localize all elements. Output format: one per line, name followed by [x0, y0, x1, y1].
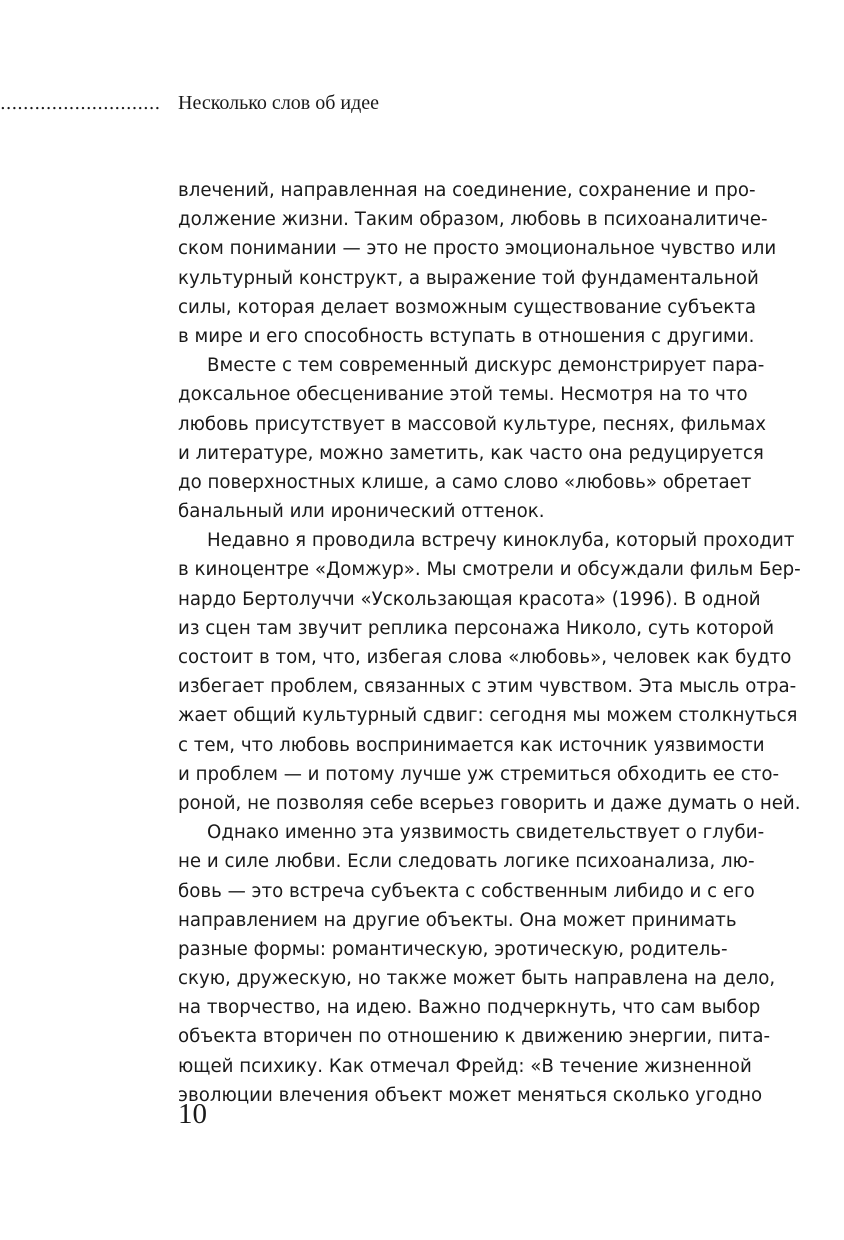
text-line: из сцен там звучит реплика персонажа Николо, суть которой	[178, 617, 775, 639]
paragraph	[178, 351, 767, 526]
paragraph	[178, 526, 801, 818]
text-line: разные формы: романтическую, эротическую, родитель-	[178, 938, 728, 960]
text-line: банальный или иронический оттенок.	[178, 501, 545, 523]
text-line: жает общий культурный сдвиг: сегодня мы можем столкнуться	[178, 705, 798, 727]
text-line: состоит в том, что, избегая слова «любовь», человек как будто	[178, 647, 792, 668]
chapter-title: Несколько слов об идее	[178, 92, 380, 114]
text-line: с тем, что любовь воспринимается как источник уязвимости	[178, 734, 765, 756]
text-line: силы, которая делает возможным существование субъекта	[178, 296, 757, 318]
text-line: ском понимании — это не просто эмоциональное чувство или	[178, 238, 777, 260]
text-line: и литературе, можно заметить, как часто она редуцируется	[178, 442, 764, 464]
text-line: Однако именно эта уязвимость свидетельствует о глуби-	[207, 822, 765, 844]
body-text	[178, 176, 801, 1110]
paragraph	[178, 818, 776, 1110]
page-number: 10	[178, 1098, 207, 1130]
dotted-leader: ............................	[0, 93, 161, 114]
text-line: Недавно я проводила встречу киноклуба, который проходит	[207, 530, 795, 552]
text-line: в киноцентре «Домжур». Мы смотрели и обсуждали фильм Бер-	[178, 559, 801, 581]
text-line: культурный конструкт, а выражение той фундаментальной	[178, 267, 759, 289]
text-line: объекта вторичен по отношению к движению энергии, пита-	[178, 1026, 771, 1048]
text-line: на творчество, на идею. Важно подчеркнуть, что сам выбор	[178, 997, 761, 1019]
text-line: и проблем — и потому лучше уж стремиться обходить ее сто-	[178, 763, 780, 785]
text-line: роной, не позволяя себе всерьез говорить и даже думать о ней.	[178, 792, 801, 814]
text-line: до поверхностных клише, а само слово «любовь» обретает	[178, 471, 752, 493]
text-line: должение жизни. Таким образом, любовь в психоаналитиче-	[178, 209, 768, 231]
paragraph	[178, 176, 777, 351]
text-line: нардо Бертолуччи «Ускользающая красота» (1996). В одной	[178, 588, 761, 610]
text-line: в мире и его способность вступать в отношения с другими.	[178, 325, 755, 347]
text-line: бовь — это встреча субъекта с собственным либидо и с его	[178, 880, 755, 902]
text-line: ющей психику. Как отмечал Фрейд: «В течение жизненной	[178, 1055, 752, 1077]
text-line: направлением на другие объекты. Она может принимать	[178, 909, 737, 931]
text-line: эволюции влечения объект может меняться сколько угодно	[178, 1084, 763, 1106]
text-line: доксальное обесценивание этой темы. Несмотря на то что	[178, 384, 748, 406]
text-line: скую, дружескую, но также может быть направлена на дело,	[178, 968, 776, 990]
text-line: любовь присутствует в массовой культуре, песнях, фильмах	[178, 413, 767, 435]
text-line: не и силе любви. Если следовать логике психоанализа, лю-	[178, 851, 755, 873]
running-header	[0, 92, 420, 118]
text-line: избегает проблем, связанных с этим чувством. Эта мысль отра-	[178, 676, 797, 698]
text-line: влечений, направленная на соединение, сохранение и про-	[178, 180, 756, 201]
text-line: Вместе с тем современный дискурс демонстрирует пара-	[207, 355, 765, 377]
